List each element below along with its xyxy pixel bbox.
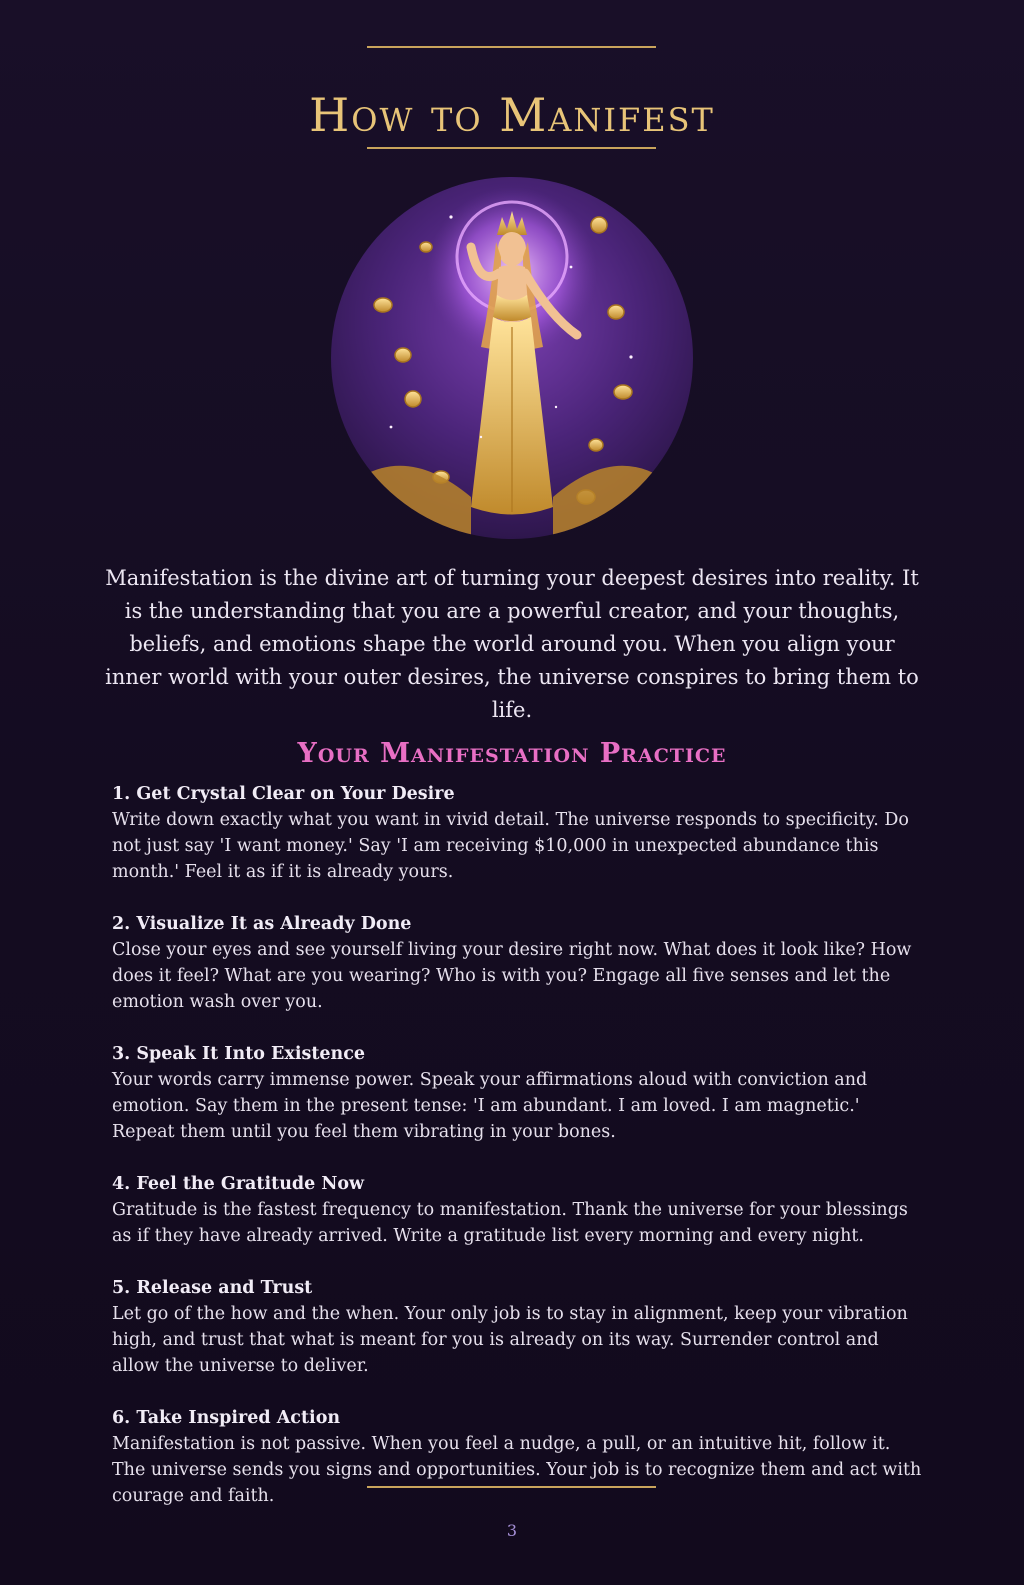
page-number: 3: [506, 1521, 518, 1540]
step-item: [112, 1275, 924, 1379]
step-item: [112, 781, 924, 885]
steps-list: [112, 781, 924, 1535]
goddess-illustration: [331, 177, 693, 539]
step-item: [112, 1405, 924, 1509]
step-body: Close your eyes and see yourself living your desire right now. What does it look like? How does it feel? What are you wearing? Who is with you? Engage all five senses and let the emotion wash over you.: [112, 940, 912, 1012]
step-body: Your words carry immense power. Speak your affirmations aloud with conviction and emotion. Say them in the present tense: 'I am abundant. I am loved. I am magnetic.' Repeat them until you feel them vibrating in your bones.: [112, 1070, 868, 1142]
step-item: [112, 911, 924, 1015]
step-title: 4. Feel the Gratitude Now: [112, 1174, 365, 1194]
step-body: Let go of the how and the when. Your only job is to stay in alignment, keep your vibration high, and trust that what is meant for you is already on its way. Surrender control and allow the universe to deliver.: [112, 1304, 908, 1376]
section-heading: Your Manifestation Practice: [297, 738, 727, 769]
step-item: [112, 1171, 924, 1249]
step-title: 1. Get Crystal Clear on Your Desire: [112, 784, 455, 804]
step-body: Manifestation is not passive. When you feel a nudge, a pull, or an intuitive hit, follow it. The universe sends you signs and opportunities. Your job is to recognize them and act with courage and faith.: [112, 1434, 922, 1506]
bottom-divider: [367, 1486, 656, 1488]
step-title: 5. Release and Trust: [112, 1278, 313, 1298]
step-body: Write down exactly what you want in vivid detail. The universe responds to specificity. Do not just say 'I want money.' Say 'I am receiving $10,000 in unexpected abundance this month.' Feel it as if it is already yours.: [112, 810, 909, 882]
step-title: 2. Visualize It as Already Done: [112, 914, 412, 934]
intro-paragraph: Manifestation is the divine art of turning your deepest desires into reality. It is the understanding that you are a powerful creator, and your thoughts, beliefs, and emotions shape the world around you. When you align your inner world with your outer desires, the universe conspires to bring them to life.: [105, 566, 919, 722]
top-divider: [367, 46, 656, 48]
step-title: 3. Speak It Into Existence: [112, 1044, 366, 1064]
page-title: How to Manifest: [309, 88, 715, 142]
step-body: Gratitude is the fastest frequency to manifestation. Thank the universe for your blessings as if they have already arrived. Write a gratitude list every morning and every night.: [112, 1200, 908, 1246]
step-item: [112, 1041, 924, 1145]
step-title: 6. Take Inspired Action: [112, 1408, 341, 1428]
title-underline: [367, 147, 656, 149]
